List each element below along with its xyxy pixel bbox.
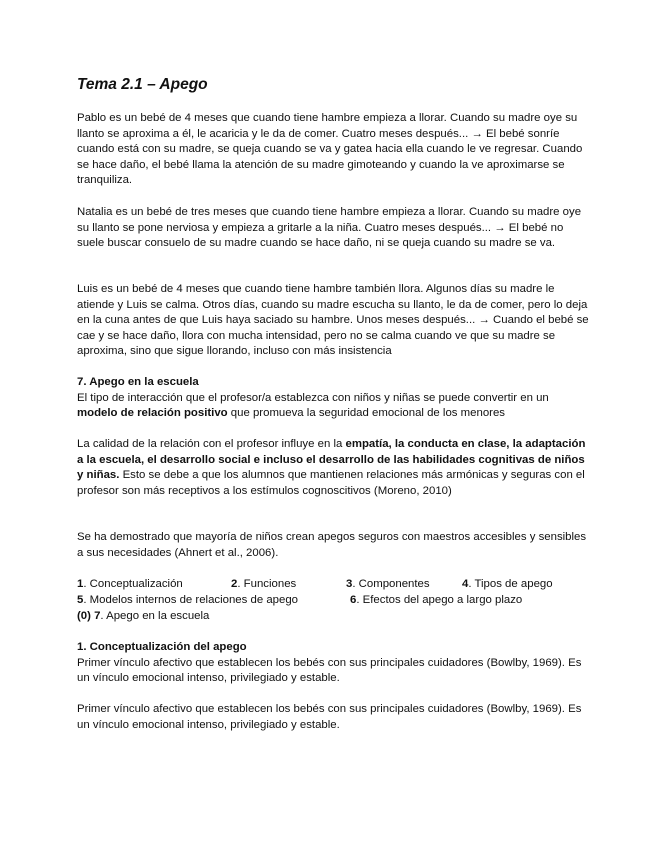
section-7	[77, 375, 589, 422]
section-7-p2-text-end: Esto se debe a que los alumnos que mantienen relaciones más armónicas y seguras con el profesor son más receptivos a los estímulos cognoscitivos (Moreno, 2010)	[77, 469, 585, 497]
section-7-p1-bold: modelo de relación positivo	[77, 407, 228, 420]
toc-number-7: (0) 7	[77, 610, 101, 622]
page-title: Tema 2.1 – Apego	[77, 76, 208, 93]
toc-number-2: 2	[231, 578, 238, 590]
section-1-heading: 1. Conceptualización del apego	[77, 641, 247, 653]
toc-number-4: 4	[462, 578, 469, 590]
section-7-p1-text-end: que promueva la seguridad emocional de los menores	[227, 407, 505, 420]
section-7-p2-bold: empatía, la conducta en clase, la adaptación a la escuela, el desarrollo social e incluso el desarrollo de las habilidades cognitivas de niños y niñas.	[77, 438, 586, 482]
case-luis-paragraph: Luis es un bebé de 4 meses que cuando tiene hambre también llora. Algunos días su madre le atiende y Luis se calma. Otros días, cuando su madre escucha su llanto, le da de comer, pero lo deja en la cuna antes de que Luis haya saciado su hambre. Unos meses después... → Cuando el bebé se cae y se hace daño, llora con mucha intensidad, pero no se calma cuando ve que su madre se aproxima, sino que sigue llorando, incluso con más insistencia	[77, 283, 589, 358]
toc-item-3	[346, 577, 430, 593]
toc-label-4: . Tipos de apego	[468, 578, 553, 590]
toc-label-1: . Conceptualización	[83, 578, 183, 590]
toc-item-4	[462, 577, 553, 593]
section-7-p2-text: La calidad de la relación con el profesor influye en la	[77, 438, 346, 450]
case-natalia-paragraph: Natalia es un bebé de tres meses que cuando tiene hambre empieza a llorar. Cuando su madre oye su llanto se pone nerviosa y empieza a gritarle a la niña. Cuatro meses después... → El bebé no suele buscar consuelo de su madre cuando se hace daño, ni se queja cuando su madre se va.	[77, 206, 582, 250]
toc-number-6: 6	[350, 594, 357, 606]
toc-item-7	[77, 609, 209, 625]
section-1-paragraph-2: Primer vínculo afectivo que establecen los bebés con sus principales cuidadores (Bowlby, 1969). Es un vínculo emocional intenso, privilegiado y estable.	[77, 703, 582, 731]
toc-label-7: . Apego en la escuela	[100, 610, 210, 622]
toc-item-6	[350, 593, 522, 609]
section-7-paragraph-3: Se ha demostrado que mayoría de niños crean apegos seguros con maestros accesibles y sensibles a sus necesidades (Ahnert et al., 2006).	[77, 531, 587, 559]
toc-item-5	[77, 593, 298, 609]
toc-item-2	[231, 577, 296, 593]
section-7-paragraph-2	[77, 437, 589, 499]
section-7-paragraph-1	[77, 391, 589, 422]
toc-label-2: . Funciones	[237, 578, 297, 590]
section-1-paragraph-1: Primer vínculo afectivo que establecen los bebés con sus principales cuidadores (Bowlby, 1969). Es un vínculo emocional intenso, privilegiado y estable.	[77, 656, 582, 685]
toc-label-5: . Modelos internos de relaciones de apego	[83, 594, 299, 606]
case-pablo-paragraph: Pablo es un bebé de 4 meses que cuando tiene hambre empieza a llorar. Cuando su madre oye su llanto se aproxima a él, le acaricia y le da de comer. Cuatro meses después... → El bebé sonríe cuando está con su madre, se queja cuando se va y gatea hacia ella cuando le ve regresar. Cuando se hace daño, el bebé llama la atención de su madre gimoteando y cuando la ve aproximarse se tranquiliza.	[77, 112, 583, 187]
section-7-heading: 7. Apego en la escuela	[77, 376, 199, 388]
toc-label-6: . Efectos del apego a largo plazo	[356, 594, 523, 606]
toc-label-3: . Componentes	[352, 578, 430, 590]
toc-number-1: 1	[77, 578, 84, 590]
toc-number-3: 3	[346, 578, 353, 590]
section-7-p1-text: El tipo de interacción que el profesor/a establezca con niños y niñas se puede convertir en un	[77, 391, 549, 404]
toc-number-5: 5	[77, 594, 84, 606]
section-1	[77, 640, 589, 687]
toc-item-1	[77, 577, 183, 593]
